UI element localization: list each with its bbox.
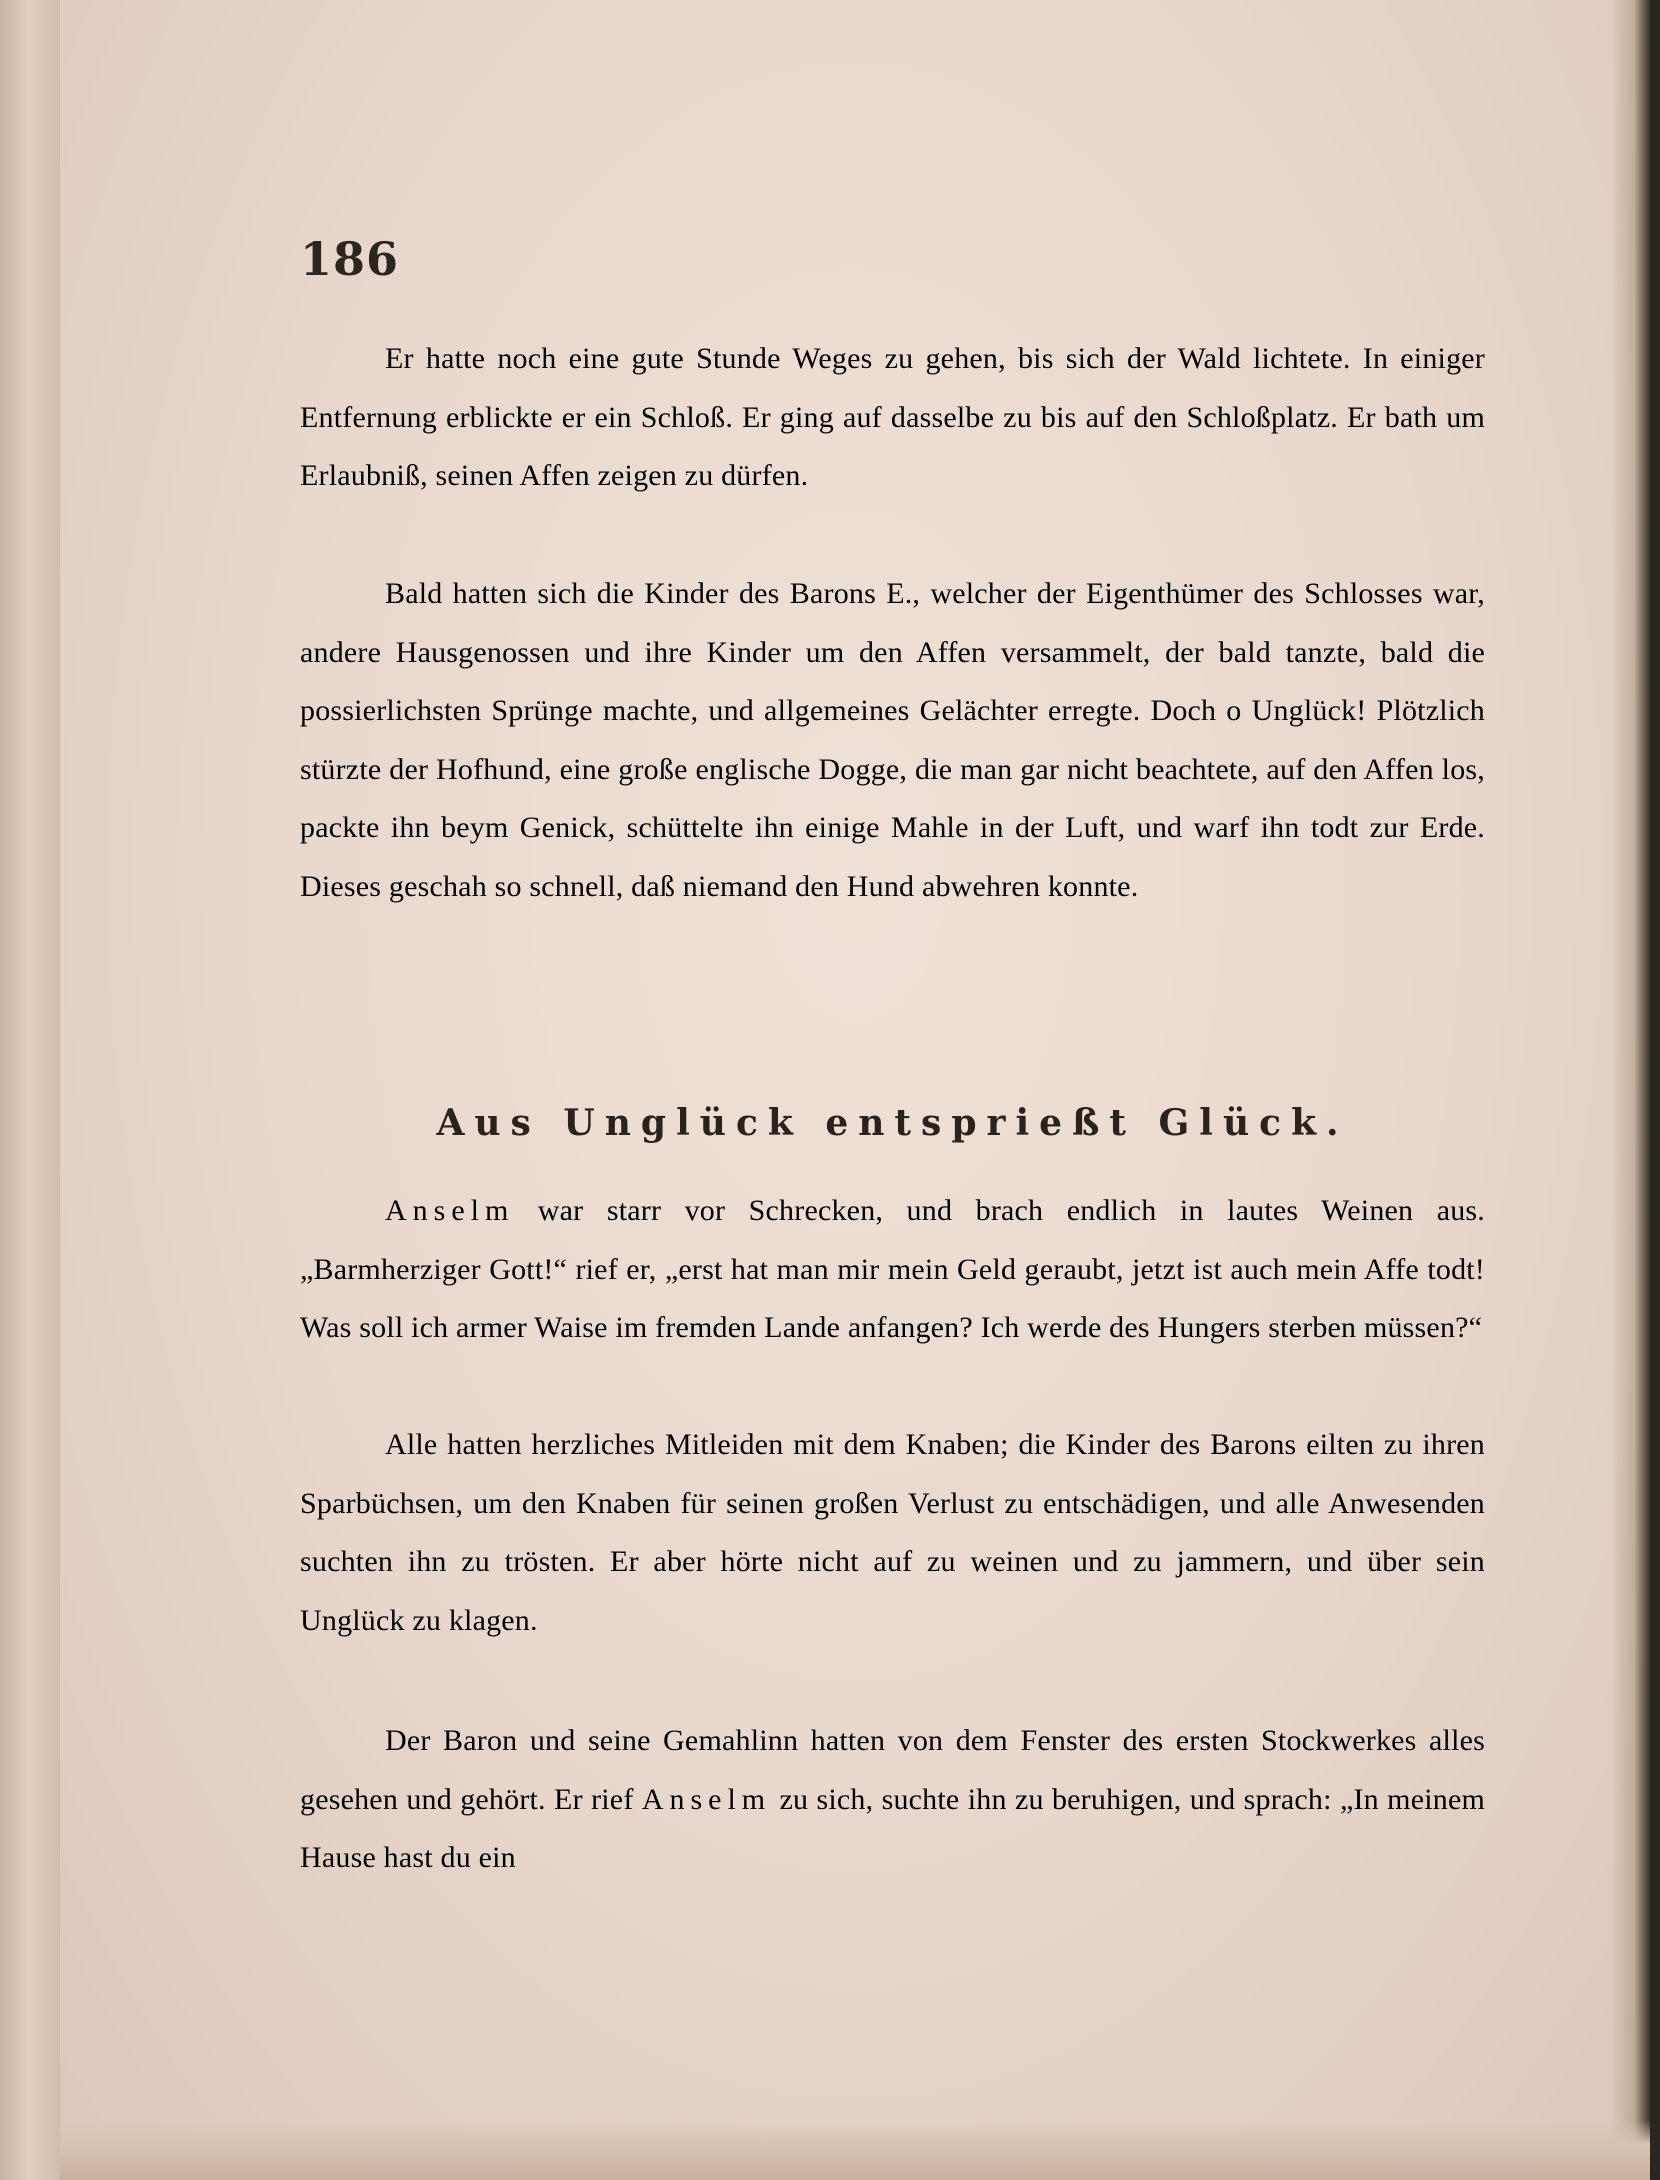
paragraph-5-start: Der Baron und seine Gemahlinn hatten von dem Fenster des ersten Stockwerkes alles gesehen und gehört. Er rief xyxy=(300,1724,1485,1816)
paragraph-5 xyxy=(300,1712,1485,1888)
page-number: 186 xyxy=(300,232,400,286)
section-heading: Aus Unglück entsprießt Glück. xyxy=(436,1102,1349,1144)
paragraph-1: Er hatte noch eine gute Stunde Weges zu gehen, bis sich der Wald lichtete. In einiger Entfernung erblickte er ein Schloß. Er ging auf dasselbe zu bis auf den Schloßplatz. Er bath um Erlaubniß, seinen Affen zeigen zu dürfen. xyxy=(300,342,1485,492)
spine-shadow xyxy=(1610,0,1650,2180)
paragraph-2: Bald hatten sich die Kinder des Barons E., welcher der Eigenthümer des Schlosses war, andere Hausgenossen und ihre Kinder um den Affen versammelt, der bald tanzte, bald die possierlichsten Sprünge machte, und allgemeines Gelächter erregte. Doch o Unglück! Plötzlich stürzte der Hofhund, eine große englische Dogge, die man gar nicht beachtete, auf den Affen los, packte ihn beym Genick, schüttelte ihn einige Mahle in der Luft, und warf ihn todt zur Erde. Dieses geschah so schnell, daß niemand den Hund abwehren konnte. xyxy=(300,577,1485,903)
paragraph-5-end: zu sich, suchte ihn zu beruhigen, und sprach: „In meinem Hause hast du ein xyxy=(300,1782,1485,1874)
page-bottom-edge xyxy=(60,2120,1650,2180)
paragraph-4: Alle hatten herzliches Mitleiden mit dem Knaben; die Kinder des Barons eilten zu ihren Sparbüchsen, um den Knaben für seinen großen Verlust zu entschädigen, und alle Anwesenden suchten ihn zu trösten. Er aber hörte nicht auf zu weinen und zu jammern, und über sein Unglück zu klagen. xyxy=(300,1428,1485,1637)
paragraph-3 xyxy=(300,1182,1485,1358)
name-anselm-2: Anselm xyxy=(641,1782,772,1816)
paragraph-3-text: war starr vor Schrecken, und brach endlich in lautes Weinen aus. „Barmherziger Gott!“ rief er, „erst hat man mir mein Geld geraubt, jetzt ist auch mein Affe todt! Was soll ich armer Waise im fremden Lande anfangen? Ich werde des Hungers sterben müssen?“ xyxy=(300,1194,1485,1344)
name-anselm: Anselm xyxy=(385,1194,515,1227)
